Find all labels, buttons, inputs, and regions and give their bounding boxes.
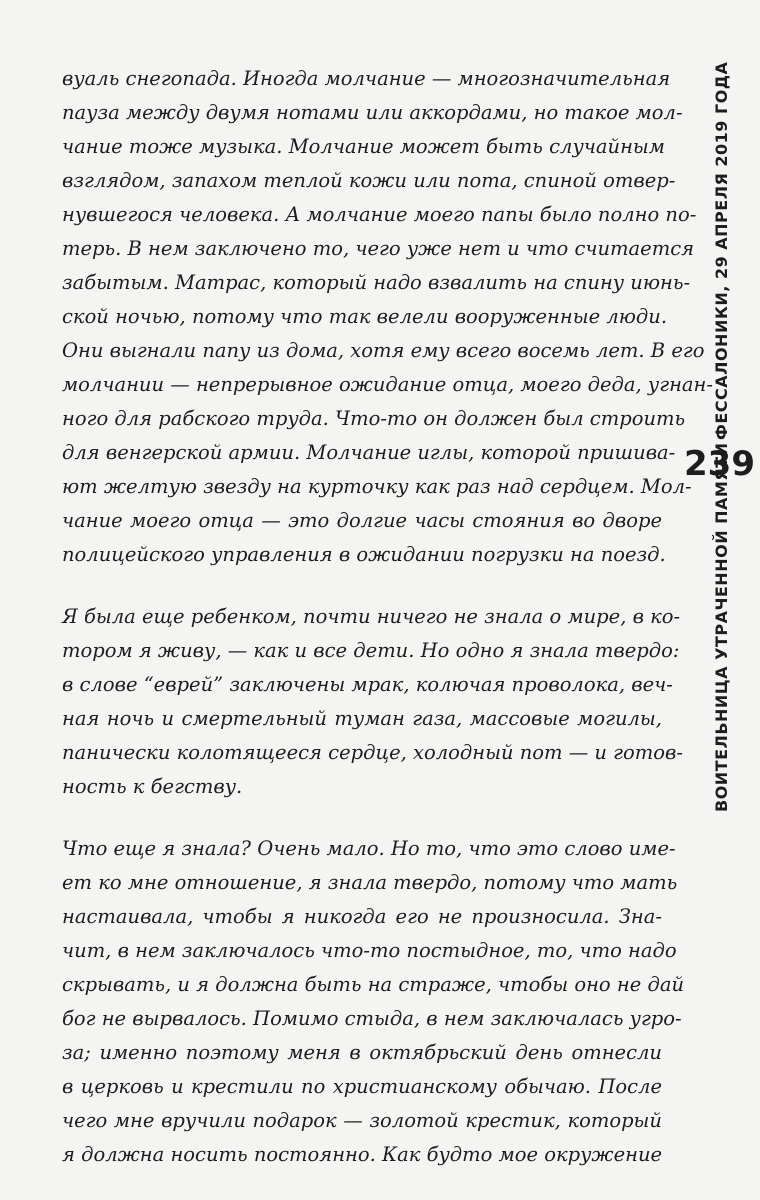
paragraph-1 [62,62,713,572]
text-line: Что еще я знала? Очень мало. Но то, что это слово име- [62,837,676,860]
text-line: ность к бегству. [62,775,243,798]
text-line: полицейского управления в ожидании погрузки на поезд. [62,543,666,566]
text-line: забытым. Матрас, который надо взвалить на спину июнь- [62,271,691,294]
text-line: взглядом, запахом теплой кожи или пота, спиной отвер- [62,169,676,192]
text-line: я должна носить постоянно. Как будто мое окружение [62,1143,663,1166]
paragraph-3 [62,832,685,1172]
text-line: ской ночью, потому что так велели вооруженные люди. [62,305,668,328]
text-line: чание моего отца — это долгие часы стояния во дворе [62,509,662,532]
text-line: в церковь и крестили по христианскому обычаю. После [62,1075,662,1098]
page-number: 239 [684,444,755,484]
running-head-book: ВОИТЕЛЬНИЦА УТРАЧЕННОЙ ПАМЯТИ [712,442,731,812]
text-line: в слове “еврей” заключены мрак, колючая проволока, веч- [62,673,673,696]
text-line: тором я живу, — как и все дети. Но одно я знала твердо: [62,639,680,662]
text-line: для венгерской армии. Молчание иглы, которой пришива- [62,441,676,464]
text-line: бог не вырвалось. Помимо стыда, в нем заключалась угро- [62,1007,682,1030]
running-head-chapter: ФЕССАЛОНИКИ, 29 АПРЕЛЯ 2019 ГОДА [712,61,731,440]
text-line: вуаль снегопада. Иногда молчание — многозначительная [62,67,671,90]
text-line: нувшегося человека. А молчание моего папы было полно по- [62,203,697,226]
text-line: чание тоже музыка. Молчание может быть случайным [62,135,665,158]
text-line: Они выгнали папу из дома, хотя ему всего восемь лет. В его [62,339,705,362]
text-line: Я была еще ребенком, почти ничего не знала о мире, в ко- [62,605,681,628]
text-line: чит, в нем заключалось что-то постыдное, то, что надо [62,939,677,962]
text-line: молчании — непрерывное ожидание отца, моего деда, угнан- [62,373,713,396]
text-line: ного для рабского труда. Что-то он должен был строить [62,407,686,430]
text-line: за; именно поэтому меня в октябрьский день отнесли [62,1041,662,1064]
text-line: ют желтую звезду на курточку как раз над сердцем. Мол- [62,475,692,498]
text-line: ет ко мне отношение, я знала твердо, потому что мать [62,871,678,894]
text-line: панически колотящееся сердце, холодный пот — и готов- [62,741,683,764]
text-line: скрывать, и я должна быть на страже, чтобы оно не дай [62,973,685,996]
text-line: терь. В нем заключено то, чего уже нет и что считается [62,237,695,260]
text-line: ная ночь и смертельный туман газа, массовые могилы, [62,707,662,730]
paragraph-2 [62,600,683,804]
body-text [62,62,713,1200]
text-line: чего мне вручили подарок — золотой крестик, который [62,1109,662,1132]
text-line: настаивала, чтобы я никогда его не произносила. Зна- [62,905,662,928]
text-line: пауза между двумя нотами или аккордами, но такое мол- [62,101,683,124]
